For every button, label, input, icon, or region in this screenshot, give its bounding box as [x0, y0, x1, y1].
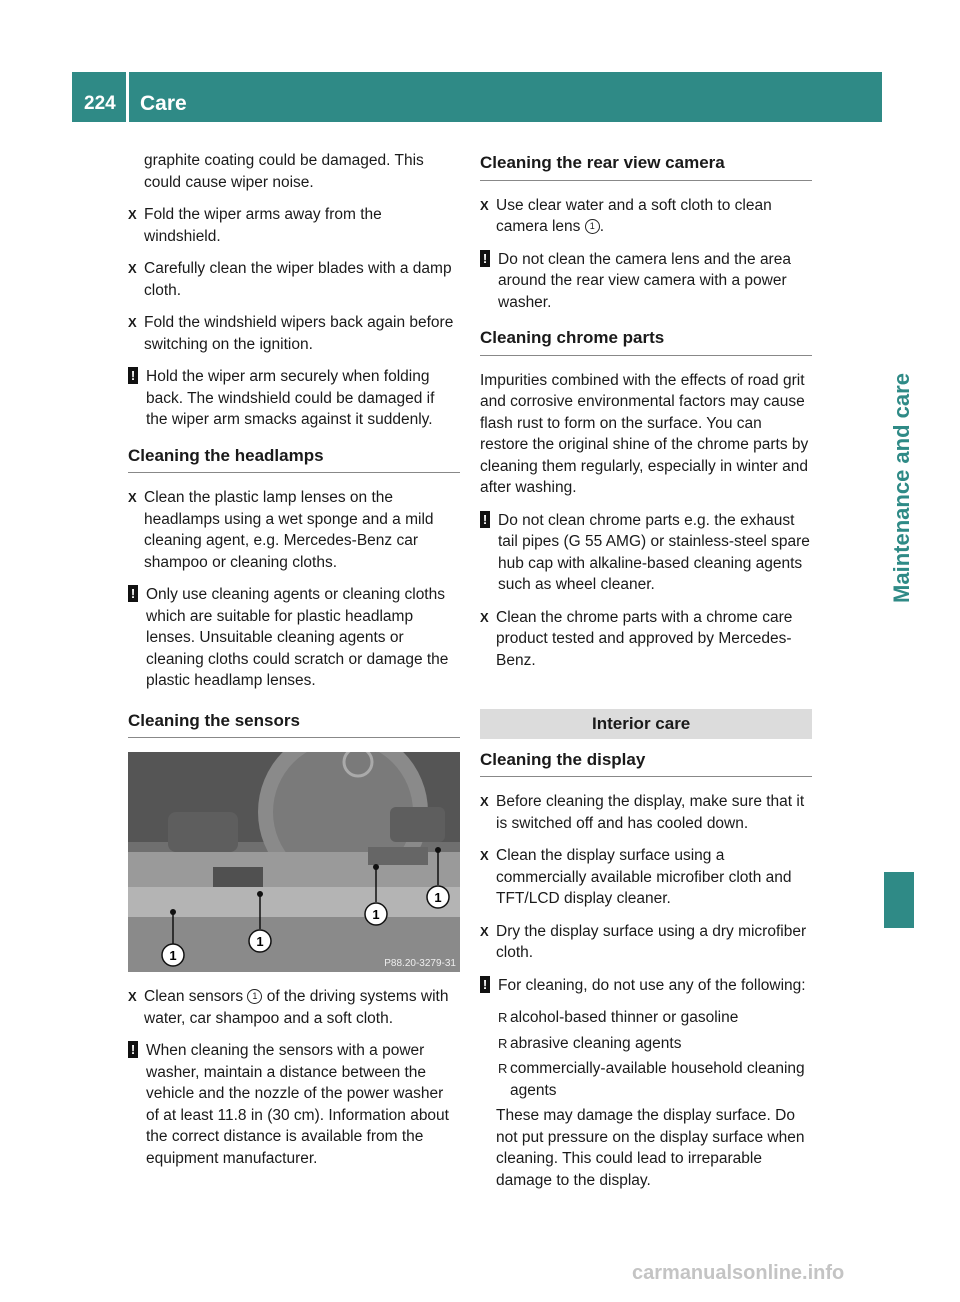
- warning-icon: !: [128, 367, 138, 384]
- headlamps-warning: ! Only use cleaning agents or cleaning cloths which are suitable for plastic headlamp lenses. Unsuitable cleaning agents or cleaning cloths could scratch or damage the plastic headlamp lenses.: [128, 584, 460, 692]
- callout-1-icon: 1: [585, 219, 600, 234]
- right-column: [480, 150, 812, 1202]
- wiper-step-3: X Fold the windshield wipers back again before switching on the ignition.: [128, 312, 460, 355]
- svg-text:1: 1: [372, 907, 380, 922]
- chrome-text: Impurities combined with the effects of road grit and corrosive environmental factors may cause flash rust to form on the surface. You can restore the original shine of the chrome parts by cleaning them regularly, especially in winter and after washing.: [480, 371, 809, 496]
- display-bullet-3: R commercially-available household cleaning agents: [480, 1058, 812, 1101]
- warning-icon: !: [128, 1041, 138, 1058]
- sensors-step: X Clean sensors 1 of the driving systems with water, car shampoo and a soft cloth.: [128, 986, 460, 1029]
- warning-icon: !: [480, 511, 490, 528]
- interior-care-heading: Interior care: [480, 709, 812, 739]
- header-bar: [72, 72, 882, 122]
- camera-warning: ! Do not clean the camera lens and the area around the rear view camera with a power washer.: [480, 249, 812, 314]
- display-warning: ! For cleaning, do not use any of the following:: [480, 975, 812, 997]
- sensors-warning: ! When cleaning the sensors with a power washer, maintain a distance between the vehicle and the nozzle of the power washer of at least 11.8 in (30 cm). Information about the correct distance is available from the equipment manufacturer.: [128, 1040, 460, 1169]
- svg-text:1: 1: [256, 934, 264, 949]
- camera-step: X Use clear water and a soft cloth to clean camera lens 1 .: [480, 195, 812, 238]
- svg-text:1: 1: [169, 948, 177, 963]
- display-step-3: X Dry the display surface using a dry microfiber cloth.: [480, 921, 812, 964]
- svg-text:1: 1: [434, 890, 442, 905]
- sensors-heading: Cleaning the sensors: [128, 710, 460, 739]
- headlamps-step: X Clean the plastic lamp lenses on the headlamps using a wet sponge and a mild cleaning agent, e.g. Mercedes-Benz car shampoo or cleaning cloths.: [128, 487, 460, 573]
- wiper-step-2: X Carefully clean the wiper blades with a damp cloth.: [128, 258, 460, 301]
- display-step-2: X Clean the display surface using a commercially available microfiber cloth and TFT/LCD display cleaner.: [480, 845, 812, 910]
- sensors-photo: [128, 752, 460, 972]
- display-step-1: X Before cleaning the display, make sure that it is switched off and has cooled down.: [480, 791, 812, 834]
- svg-text:P88.20-3279-31: P88.20-3279-31: [384, 958, 456, 969]
- vehicle-rear-illustration: [128, 752, 460, 972]
- warning-icon: !: [128, 585, 138, 602]
- chrome-step: X Clean the chrome parts with a chrome care product tested and approved by Mercedes-Benz.: [480, 607, 812, 672]
- wiper-warning: ! Hold the wiper arm securely when folding back. The windshield could be damaged if the wiper arm smacks against it suddenly.: [128, 366, 460, 431]
- warning-icon: !: [480, 976, 490, 993]
- watermark: carmanualsonline.info: [632, 1262, 845, 1284]
- display-bullet-2: R abrasive cleaning agents: [480, 1033, 812, 1055]
- intro-text: graphite coating could be damaged. This could cause wiper noise.: [144, 152, 424, 191]
- display-bullet-1: R alcohol-based thinner or gasoline: [480, 1007, 812, 1029]
- page-number: 224: [84, 93, 116, 114]
- callout-1-icon: 1: [247, 989, 262, 1004]
- chrome-heading: Cleaning chrome parts: [480, 327, 812, 356]
- warning-icon: !: [480, 250, 490, 267]
- page-title: Care: [140, 92, 187, 115]
- display-heading: Cleaning the display: [480, 749, 812, 778]
- display-note: These may damage the display surface. Do not put pressure on the display surface when cleaning. This could lead to irreparable damage to the display.: [496, 1107, 805, 1189]
- chrome-warning: ! Do not clean chrome parts e.g. the exhaust tail pipes (G 55 AMG) or stainless-steel spare hub cap with alkaline-based cleaning agents such as wheel cleaner.: [480, 510, 812, 596]
- side-tab-marker: [884, 872, 914, 928]
- side-section-title: Maintenance and care: [889, 373, 914, 603]
- camera-heading: Cleaning the rear view camera: [480, 152, 812, 181]
- headlamps-heading: Cleaning the headlamps: [128, 445, 460, 474]
- left-column: [128, 150, 460, 1180]
- wiper-step-1: X Fold the wiper arms away from the windshield.: [128, 204, 460, 247]
- header-separator: [126, 72, 129, 122]
